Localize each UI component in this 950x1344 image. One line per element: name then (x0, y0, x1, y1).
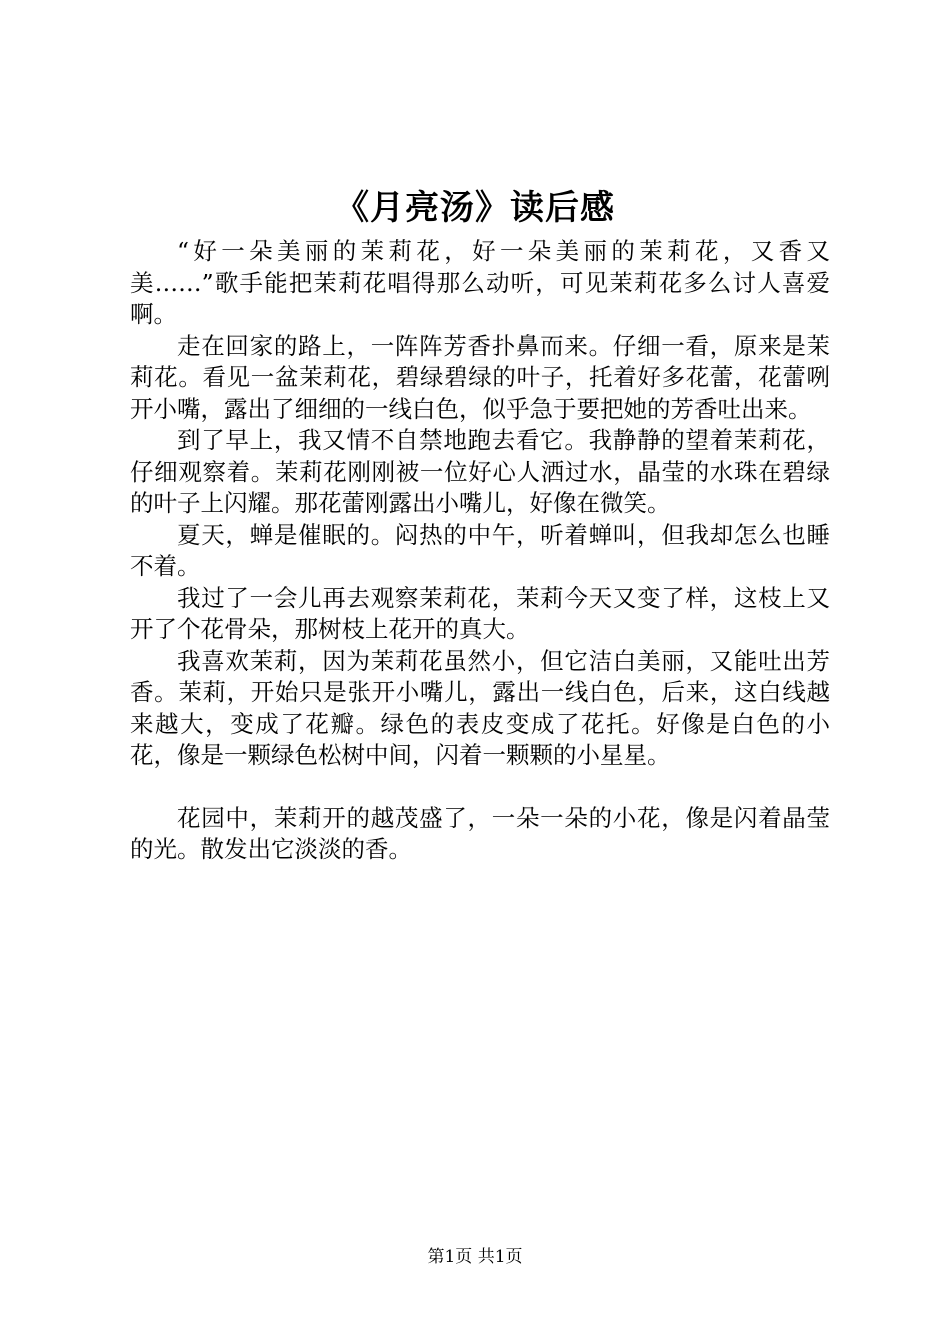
document-body (130, 236, 830, 866)
page-footer: 第1页 共1页 (427, 1247, 523, 1267)
paragraph-4: 夏天，蝉是催眠的。闷热的中午，听着蝉叫，但我却怎么也睡不着。 (130, 520, 830, 580)
paragraph-5: 我过了一会儿再去观察茉莉花，茉莉今天又变了样，这枝上又开了个花骨朵，那树枝上花开的真大。 (130, 583, 830, 643)
document-title: 《月亮汤》读后感 (335, 188, 615, 228)
paragraph-2: 走在回家的路上，一阵阵芳香扑鼻而来。仔细一看，原来是茉莉花。看见一盆茉莉花，碧绿碧绿的叶子，托着好多花蕾，花蕾咧开小嘴，露出了细细的一线白色，似乎急于要把她的芳香吐出来。 (130, 331, 830, 423)
paragraph-1: “好一朵美丽的茉莉花，好一朵美丽的茉莉花，又香又美……”歌手能把茉莉花唱得那么动听，可见茉莉花多么讨人喜爱啊。 (130, 237, 830, 328)
paragraph-6: 我喜欢茉莉，因为茉莉花虽然小，但它洁白美丽，又能吐出芳香。茉莉，开始只是张开小嘴儿，露出一线白色，后来，这白线越来越大，变成了花瓣。绿色的表皮变成了花托。好像是白色的小花，像是一颗绿色松树中间，闪着一颗颗的小星星。 (130, 646, 830, 769)
paragraph-3: 到了早上，我又情不自禁地跑去看它。我静静的望着茉莉花，仔细观察着。茉莉花刚刚被一位好心人洒过水，晶莹的水珠在碧绿的叶子上闪耀。那花蕾刚露出小嘴儿，好像在微笑。 (130, 426, 830, 517)
paragraph-7: 花园中，茉莉开的越茂盛了，一朵一朵的小花，像是闪着晶莹的光。散发出它淡淡的香。 (130, 803, 830, 863)
